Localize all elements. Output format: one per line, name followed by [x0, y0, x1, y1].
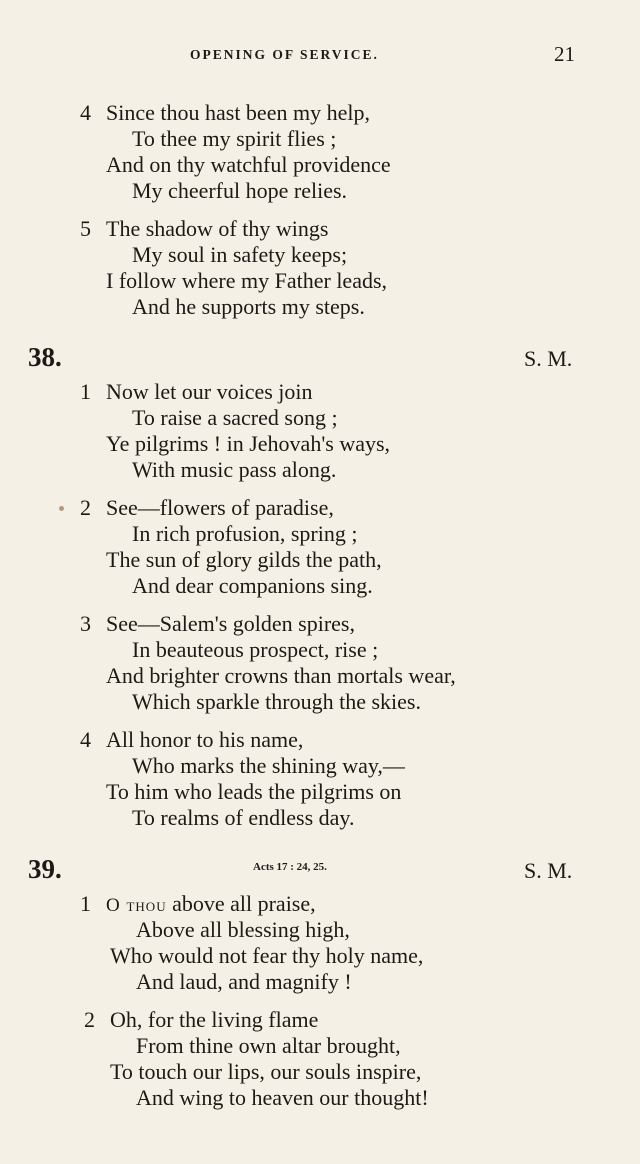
- verse-line: Ye pilgrims ! in Jehovah's ways,: [106, 431, 391, 456]
- running-title: OPENING OF SERVICE.: [190, 47, 379, 62]
- stanza-number: 4: [80, 100, 91, 125]
- stanza-number: 2: [80, 495, 91, 520]
- first-line-rest: above all praise,: [166, 891, 316, 916]
- verse-line: And brighter crowns than mortals wear,: [106, 663, 456, 688]
- stanza-number: 1: [80, 379, 91, 404]
- verse-line: And on thy watchful providence: [106, 152, 391, 177]
- verse-line: To touch our lips, our souls inspire,: [110, 1059, 422, 1084]
- stanza-number: 2: [84, 1007, 95, 1032]
- verse-line: And dear companions sing.: [132, 573, 373, 598]
- stanza-number: 5: [80, 216, 91, 241]
- verse-line: And wing to heaven our thought!: [136, 1085, 429, 1110]
- verse-line: Who would not fear thy holy name,: [110, 943, 424, 968]
- verse-line: Above all blessing high,: [136, 917, 350, 942]
- verse-line: The sun of glory gilds the path,: [106, 547, 382, 572]
- verse-line: In rich profusion, spring ;: [132, 521, 358, 546]
- stanza-number: 3: [80, 611, 91, 636]
- verse-line: The shadow of thy wings: [106, 216, 329, 241]
- first-words: O thou: [106, 895, 167, 916]
- verse-line: To raise a sacred song ;: [132, 405, 338, 430]
- verse-line: See—flowers of paradise,: [106, 495, 334, 520]
- stanza-number: 1: [80, 891, 91, 916]
- verse-line: Now let our voices join: [106, 379, 313, 404]
- verse-line: Which sparkle through the skies.: [132, 689, 421, 714]
- verse-line: And laud, and magnify !: [136, 969, 352, 994]
- hymn-meter: S. M.: [524, 858, 573, 883]
- verse-line: Oh, for the living flame: [110, 1007, 319, 1032]
- verse-line: To him who leads the pilgrims on: [106, 779, 402, 804]
- hymn-meter: S. M.: [524, 346, 573, 371]
- scripture-reference: Acts 17 : 24, 25.: [253, 861, 327, 873]
- verse-line: In beauteous prospect, rise ;: [132, 637, 379, 662]
- stanza-number: 4: [80, 727, 91, 752]
- verse-line: To realms of endless day.: [132, 805, 355, 830]
- verse-line: To thee my spirit flies ;: [132, 126, 337, 151]
- verse-line: My cheerful hope relies.: [132, 178, 348, 203]
- verse-line: With music pass along.: [132, 457, 337, 482]
- verse-line: From thine own altar brought,: [136, 1033, 401, 1058]
- verse-line: I follow where my Father leads,: [106, 268, 388, 293]
- verse-line: See—Salem's golden spires,: [106, 611, 355, 636]
- verse-line: Since thou hast been my help,: [106, 100, 370, 125]
- hymn-number: 39.: [28, 854, 62, 884]
- verse-line: And he supports my steps.: [132, 294, 365, 319]
- verse-line: My soul in safety keeps;: [132, 242, 348, 267]
- verse-line: Who marks the shining way,—: [132, 753, 405, 778]
- verse-line: All honor to his name,: [106, 727, 304, 752]
- ink-mark: [59, 506, 64, 511]
- verse-line: [106, 893, 316, 915]
- page-number: 21: [554, 42, 575, 66]
- hymn-number: 38.: [28, 342, 62, 372]
